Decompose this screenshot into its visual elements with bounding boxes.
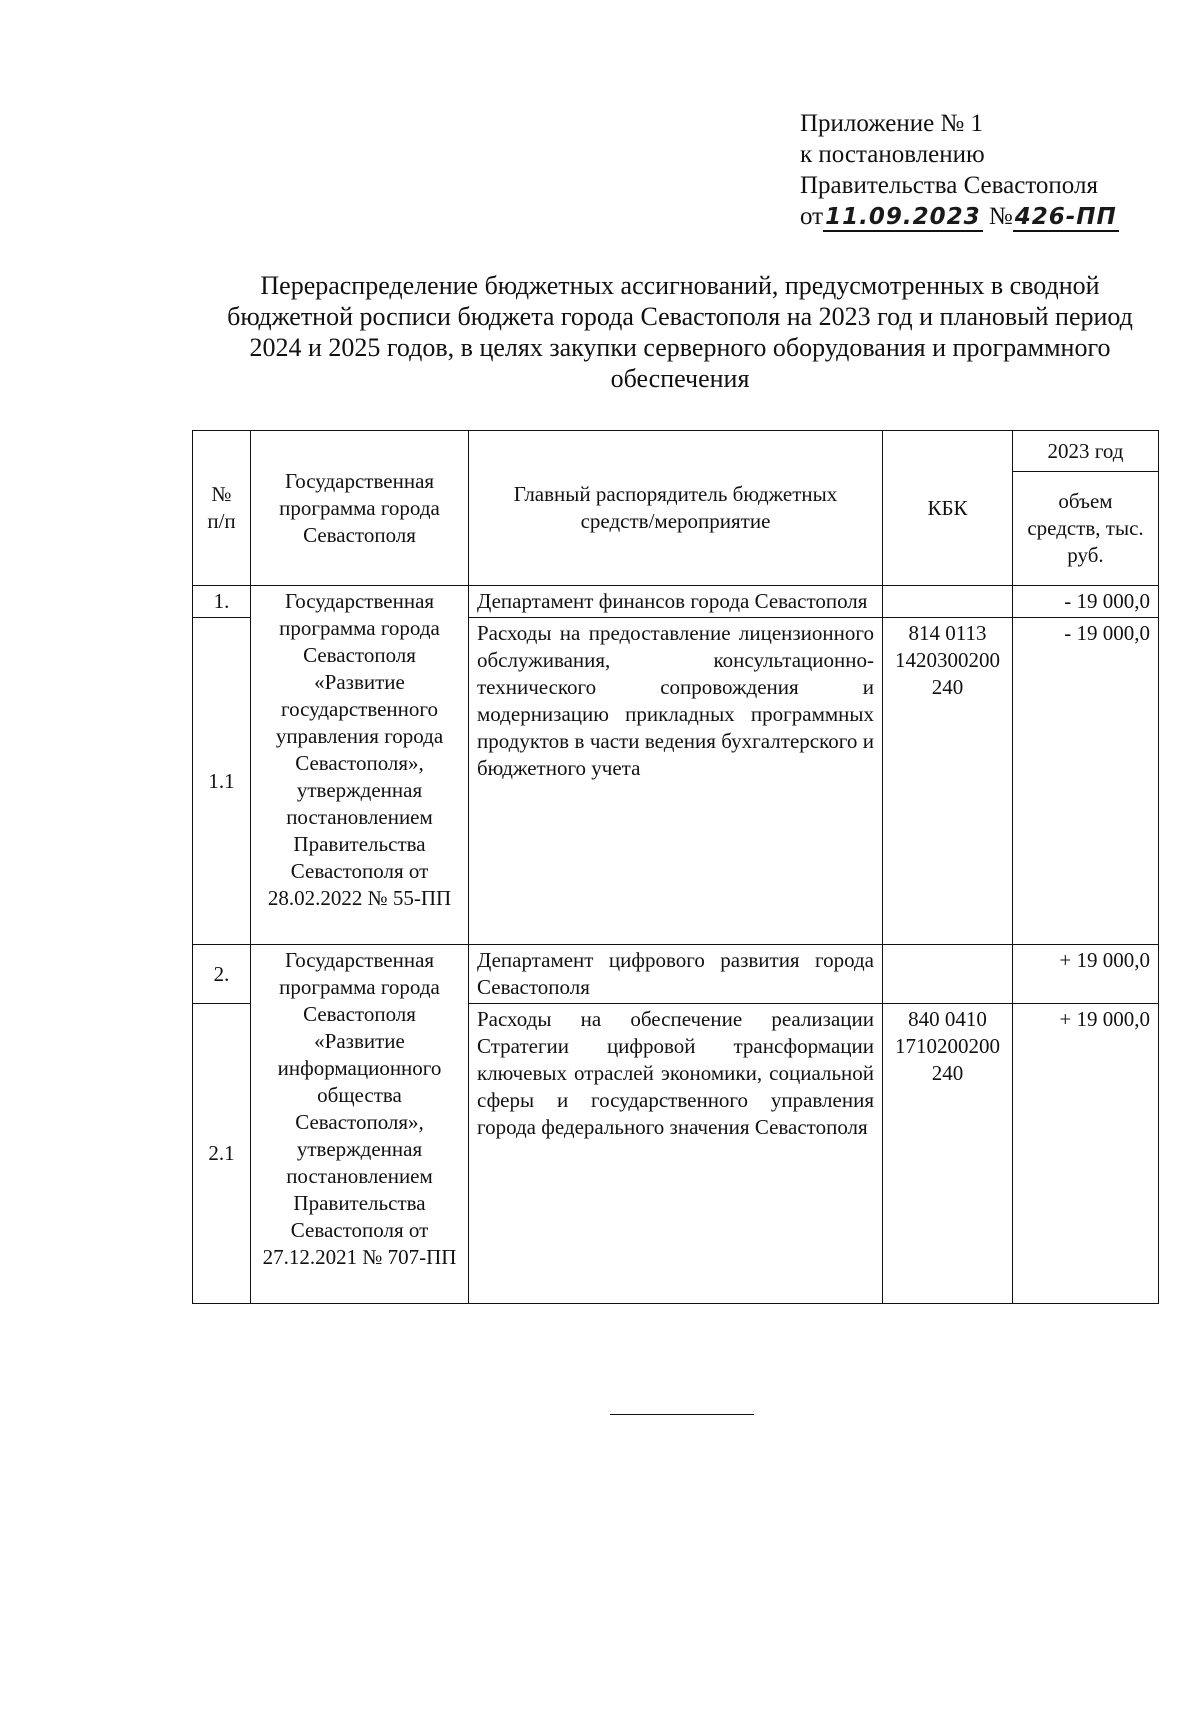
handwritten-date: 11.09.2023 xyxy=(825,204,981,230)
header-num: № п/п xyxy=(193,431,251,586)
row-amount: - 19 000,0 xyxy=(1013,586,1159,618)
appendix-header xyxy=(800,108,1160,233)
row-program: Государственная программа города Севастополя «Развитие информационного общества Севастополя», утвержденная постановлением Правительства Севастополя от 27.12.2021 № 707-ПП xyxy=(251,945,469,1304)
row-manager: Департамент финансов города Севастополя xyxy=(469,586,883,618)
document-title: Перераспределение бюджетных ассигнований, предусмотренных в сводной бюджетной росписи бюджета города Севастополя на 2023 год и плановый период 2024 и 2025 годов, в целях закупки серверного оборудования и программного обеспечения xyxy=(227,271,1133,393)
date-prefix: от xyxy=(800,203,824,230)
row-num: 2.1 xyxy=(193,1004,251,1304)
row-amount: + 19 000,0 xyxy=(1013,1004,1159,1304)
number-prefix: № xyxy=(988,203,1013,230)
row-kbk: 814 0113 1420300200 240 xyxy=(883,618,1013,945)
row-kbk: 840 0410 1710200200 240 xyxy=(883,1004,1013,1304)
row-num: 1. xyxy=(193,586,251,618)
table-row xyxy=(193,586,1159,618)
row-amount: + 19 000,0 xyxy=(1013,945,1159,1004)
header-volume: объем средств, тыс. руб. xyxy=(1013,472,1159,586)
handwritten-number: 426-ПП xyxy=(1014,204,1117,230)
row-kbk xyxy=(883,586,1013,618)
row-manager: Департамент цифрового развития города Севастополя xyxy=(469,945,883,1004)
header-program: Государственная программа города Севастополя xyxy=(251,431,469,586)
budget-table xyxy=(192,430,1159,1304)
appendix-number: Приложение № 1 xyxy=(800,110,984,137)
row-kbk xyxy=(883,945,1013,1004)
table-header-row xyxy=(193,431,1159,472)
header-year: 2023 год xyxy=(1013,431,1159,472)
appendix-government: Правительства Севастополя xyxy=(800,172,1098,199)
appendix-date-line xyxy=(800,201,1160,233)
table-row xyxy=(193,945,1159,1004)
row-program: Государственная программа города Севастополя «Развитие государственного управления города Севастополя», утвержденная постановлением Правительства Севастополя от 28.02.2022 № 55-ПП xyxy=(251,586,469,945)
header-kbk: КБК xyxy=(883,431,1013,586)
row-amount: - 19 000,0 xyxy=(1013,618,1159,945)
row-num: 1.1 xyxy=(193,618,251,945)
appendix-to-resolution: к постановлению xyxy=(800,141,985,168)
end-separator-line xyxy=(610,1414,754,1415)
row-manager: Расходы на обеспечение реализации Стратегии цифровой трансформации ключевых отраслей экономики, социальной сферы и государственного управления города федерального значения Севастополя xyxy=(469,1004,883,1304)
row-num: 2. xyxy=(193,945,251,1004)
header-manager: Главный распорядитель бюджетных средств/мероприятие xyxy=(469,431,883,586)
row-manager: Расходы на предоставление лицензионного обслуживания, консультационно-технического сопровождения и модернизацию прикладных программных продуктов в части ведения бухгалтерского и бюджетного учета xyxy=(469,618,883,945)
